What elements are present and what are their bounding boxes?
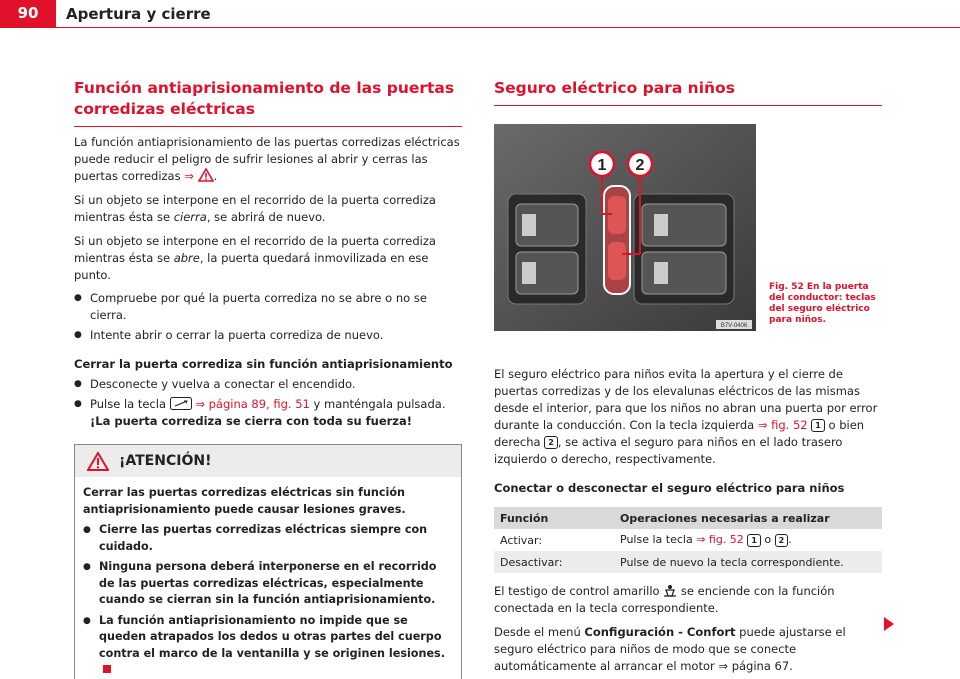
table-row [494, 551, 882, 573]
warning-triangle-icon [87, 452, 109, 471]
list-item: ● La función antiaprisionamiento no impide que se queden atrapados los dedos u otras partes del cuerpo contra el marco de la ventanilla y se originen lesiones. [83, 613, 453, 679]
section-title-child-lock: Seguro eléctrico para niños [494, 78, 882, 106]
warning-title: ¡ATENCIÓN! [119, 453, 212, 469]
function-table [494, 507, 882, 573]
page-header [0, 0, 960, 28]
right-column [494, 78, 882, 675]
xref-link[interactable]: ⇒ [184, 169, 194, 183]
paragraph: Si un objeto se interpone en el recorrido de la puerta corrediza mientras ésta se cierra, se abrirá de nuevo. [74, 193, 436, 224]
table-header: Operaciones necesarias a realizar [614, 507, 882, 529]
table-header-row [494, 507, 882, 529]
table-cell: Pulse la tecla ⇒ fig. 52 1 o 2 . [620, 533, 792, 547]
xref-link[interactable]: ⇒ página 89, fig. 51 [195, 397, 310, 411]
paragraph: La función antiaprisionamiento de las puertas corredizas eléctricas puede reducir el peligro de sufrir lesiones al abrir y cerras las puertas corredizas ⇒ . [74, 135, 460, 183]
table-cell: Desactivar: [494, 551, 614, 573]
page-number: 90 [0, 0, 56, 27]
page-ref[interactable]: ⇒ página 67. [718, 659, 793, 673]
subheading: Cerrar la puerta corrediza sin función antiaprisionamiento [74, 357, 453, 371]
paragraph: El seguro eléctrico para niños evita la apertura y el cierre de puertas corredizas y de los elevalunas eléctricos de las mismas desde el interior, para que los niños no abran una puerta por error durante la conducción. Con la tecla izquierda ⇒ fig. 52 1 o bien derecha 2 , se activa el seguro para niños en el lado trasero izquierdo o derecho, respectivamente. [494, 367, 878, 466]
bullet-list [74, 376, 462, 430]
list-item: ● Desconecte y vuelva a conectar el encendido. [74, 376, 462, 393]
header-rule [0, 27, 960, 28]
end-mark [103, 665, 111, 673]
warning-header [75, 445, 461, 477]
bullet-list [74, 290, 462, 344]
callout-badge-1: 1 [747, 534, 761, 547]
list-item: ● Pulse la tecla ⇒ página 89, fig. 51 y manténgala pulsada. ¡La puerta corrediza se cierra con toda su fuerza! [74, 396, 462, 430]
figure-52 [494, 124, 882, 372]
warning-intro: Cerrar las puertas corredizas eléctricas sin función antiaprisionamiento puede causar lesiones graves. [83, 486, 406, 516]
figure-caption: Fig. 52 En la puerta del conductor: teclas del seguro eléctrico para niños. [769, 282, 876, 325]
door-key-icon [170, 397, 192, 410]
callout-1-label: 1 [597, 157, 607, 174]
warning-triangle-icon [198, 168, 214, 182]
left-column [74, 78, 462, 679]
callout-badge-2: 2 [775, 534, 789, 547]
subheading: Conectar o desconectar el seguro eléctrico para niños [494, 481, 845, 495]
paragraph: Si un objeto se interpone en el recorrido de la puerta corrediza mientras ésta se abre, la puerta quedará inmovilizada en ese punto. [74, 234, 436, 282]
section-title-sliding-doors: Función antiaprisionamiento de las puertas corredizas eléctricas [74, 78, 462, 127]
list-item: ● Intente abrir o cerrar la puerta corrediza de nuevo. [74, 327, 462, 344]
figure-code: B7V-0406 [720, 323, 748, 329]
door-panel-illustration [494, 124, 756, 331]
list-item: ● Compruebe por qué la puerta corrediza no se abre o no se cierra. [74, 290, 462, 324]
table-header: Función [494, 507, 614, 529]
xref-link[interactable]: ⇒ fig. 52 [696, 533, 744, 547]
warning-box [74, 444, 462, 679]
list-item: ● Ninguna persona deberá interponerse en el recorrido de las puertas corredizas eléctricas, especialmente cuando se cierran sin la función antiaprisionamiento. [83, 559, 453, 609]
paragraph: Desde el menú Configuración - Confort puede ajustarse el seguro eléctrico para niños de modo que se conecte automáticamente al arrancar el motor ⇒ página 67. [494, 625, 846, 673]
door-switch-photo [494, 124, 756, 331]
table-cell: Activar: [500, 533, 543, 547]
callout-2-label: 2 [635, 157, 645, 174]
table-cell: Pulse de nuevo la tecla correspondiente. [614, 551, 882, 573]
callout-badge-1: 1 [811, 419, 825, 432]
paragraph: El testigo de control amarillo se enciende con la función conectada en la tecla correspondiente. [494, 584, 835, 615]
table-row [494, 529, 882, 551]
chapter-title: Apertura y cierre [66, 5, 211, 23]
warning-list [83, 522, 453, 679]
child-lock-indicator-icon [663, 584, 677, 597]
callout-badge-2: 2 [544, 436, 558, 449]
list-item: ● Cierre las puertas corredizas eléctricas siempre con cuidado. [83, 522, 453, 555]
next-page-arrow-icon[interactable] [884, 617, 894, 631]
xref-link[interactable]: ⇒ fig. 52 [757, 418, 808, 432]
